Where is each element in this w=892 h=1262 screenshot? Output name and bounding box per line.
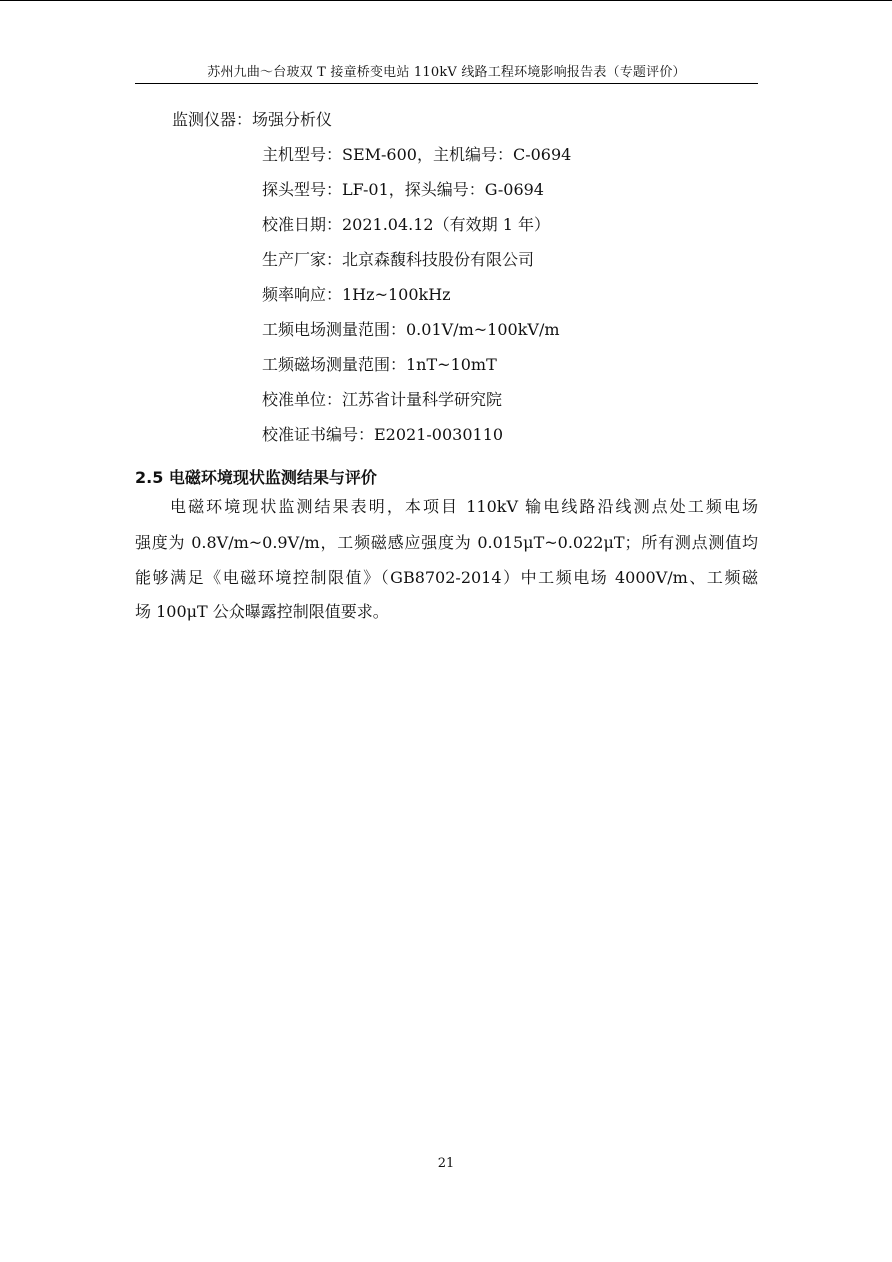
page-number: 21 [437,1156,455,1171]
instrument-detail-host-model: 主机型号：SEM-600，主机编号：C-0694 [262,145,572,164]
running-header: 苏州九曲～台玻双 T 接童桥变电站 110kV 线路工程环境影响报告表（专题评价） [207,65,686,80]
header-rule [135,83,758,84]
instrument-detail-electric-field-range: 工频电场测量范围：0.01V/m~100kV/m [262,320,560,339]
paragraph-line: 电磁环境现状监测结果表明，本项目 110kV 输电线路沿线测点处工频电场 [170,497,758,516]
instrument-detail-manufacturer: 生产厂家：北京森馥科技股份有限公司 [262,250,535,269]
instrument-detail-certificate-number: 校准证书编号：E2021-0030110 [262,425,504,444]
instrument-label: 监测仪器：场强分析仪 [172,110,333,129]
instrument-detail-magnetic-field-range: 工频磁场测量范围：1nT~10mT [262,355,497,374]
instrument-detail-probe-model: 探头型号：LF-01，探头编号：G-0694 [262,180,544,199]
paragraph-line: 强度为 0.8V/m~0.9V/m，工频磁感应强度为 0.015μT~0.022μT；所有测点测值均 [135,533,758,552]
paragraph-line: 场 100μT 公众曝露控制限值要求。 [135,602,389,621]
instrument-detail-calibration-date: 校准日期：2021.04.12（有效期 1 年） [262,215,550,234]
paragraph-line: 能够满足《电磁环境控制限值》（GB8702-2014）中工频电场 4000V/m、工频磁 [135,568,758,587]
instrument-detail-calibration-unit: 校准单位：江苏省计量科学研究院 [262,390,503,409]
section-heading: 2.5 电磁环境现状监测结果与评价 [135,468,377,487]
page-top-border [0,0,892,1]
instrument-detail-frequency-response: 频率响应：1Hz~100kHz [262,285,451,304]
